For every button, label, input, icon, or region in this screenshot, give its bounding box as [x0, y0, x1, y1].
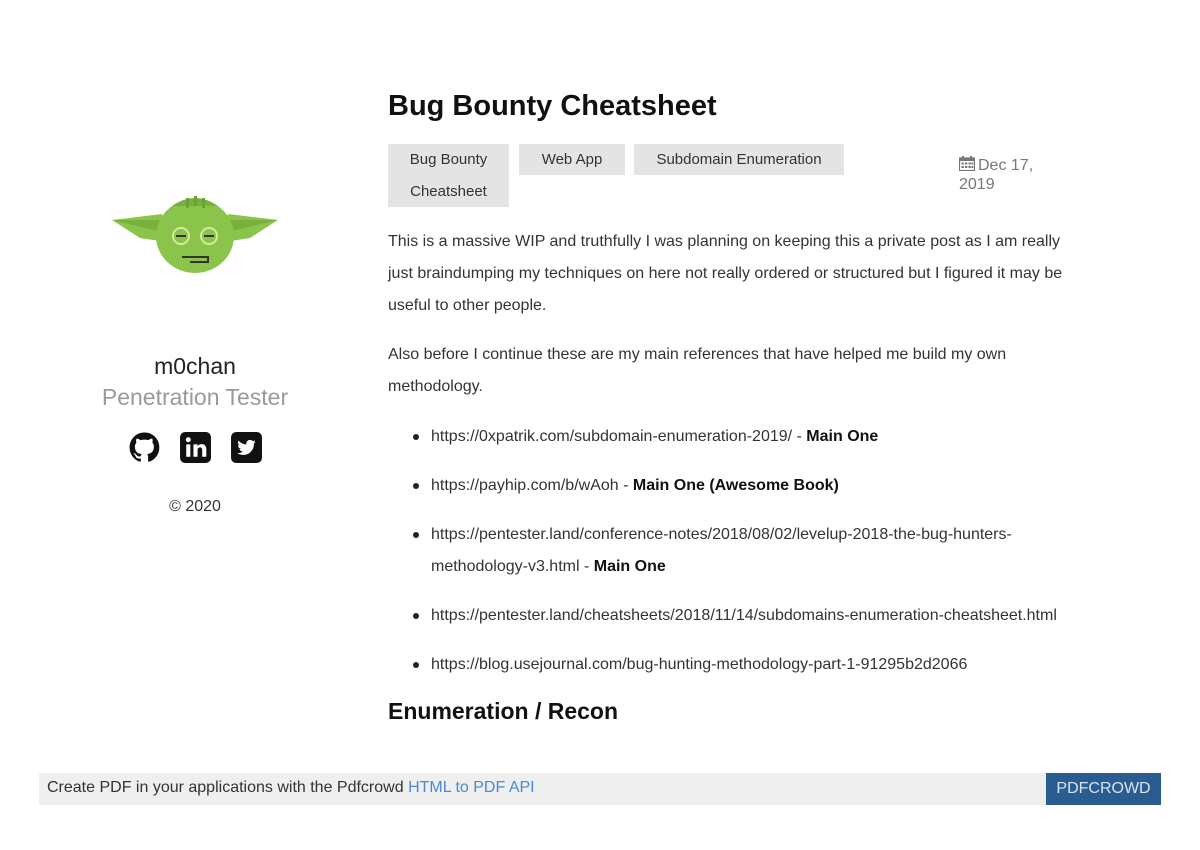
intro-paragraph: This is a massive WIP and truthfully I was planning on keeping this a private post as I am really just braindumping my techniques on here not really ordered or structured but I figured it may be useful to other people.: [388, 233, 1063, 314]
post-content: [388, 88, 1088, 726]
tag-bug-bounty-cheatsheet[interactable]: Bug Bounty Cheatsheet: [388, 144, 509, 207]
list-item: https://pentester.land/conference-notes/2018/08/02/levelup-2018-the-bug-hunters-methodology-v3.html - Main One: [388, 519, 1088, 583]
references-intro-paragraph: Also before I continue these are my main references that have helped me build my own methodology.: [388, 346, 1007, 395]
post-meta: [388, 144, 1088, 208]
post-date: [959, 156, 1069, 194]
list-item: [388, 649, 1088, 681]
reference-link[interactable]: https://payhip.com/b/wAoh: [431, 477, 619, 494]
tag-subdomain-enumeration[interactable]: Subdomain Enumeration: [634, 144, 844, 175]
list-item: https://payhip.com/b/wAoh - Main One (Awesome Book): [388, 470, 1088, 502]
post-date-text: Dec 17, 2019: [959, 157, 1034, 193]
pdf-banner: [39, 773, 1161, 805]
list-item: https://0xpatrik.com/subdomain-enumeration-2019/ - Main One: [388, 421, 1088, 453]
author-role: Penetration Tester: [101, 384, 289, 410]
reference-link[interactable]: https://pentester.land/cheatsheets/2018/11/14/subdomains-enumeration-cheatsheet.html: [431, 607, 1057, 624]
github-icon[interactable]: [128, 431, 161, 464]
copyright: © 2020: [169, 498, 221, 515]
reference-note: Main One: [806, 428, 879, 445]
section-heading: Enumeration / Recon: [388, 698, 619, 724]
pdfcrowd-button[interactable]: PDFCROWD: [1046, 773, 1161, 805]
linkedin-icon[interactable]: [179, 431, 212, 464]
list-item: [388, 600, 1088, 632]
pdf-banner-text: Create PDF in your applications with the Pdfcrowd HTML to PDF API: [47, 779, 535, 796]
yoda-avatar: [110, 180, 280, 290]
reference-link[interactable]: https://pentester.land/conference-notes/2018/08/02/levelup-2018-the-bug-hunters-methodology-v3.html: [431, 526, 1012, 575]
sidebar: [60, 180, 330, 516]
reference-list: [388, 421, 1088, 681]
reference-link[interactable]: https://blog.usejournal.com/bug-hunting-methodology-part-1-91295b2d2066: [431, 656, 968, 673]
pdf-api-link[interactable]: HTML to PDF API: [408, 779, 535, 796]
reference-note: Main One (Awesome Book): [632, 477, 839, 494]
twitter-icon[interactable]: [230, 431, 263, 464]
social-links: [60, 431, 330, 464]
calendar-icon: [959, 156, 975, 171]
reference-note: Main One: [593, 558, 666, 575]
post-title: Bug Bounty Cheatsheet: [388, 90, 717, 122]
reference-link[interactable]: https://0xpatrik.com/subdomain-enumeration-2019/: [431, 428, 793, 445]
tag-web-app[interactable]: Web App: [519, 144, 625, 175]
author-name: m0chan: [154, 353, 236, 379]
